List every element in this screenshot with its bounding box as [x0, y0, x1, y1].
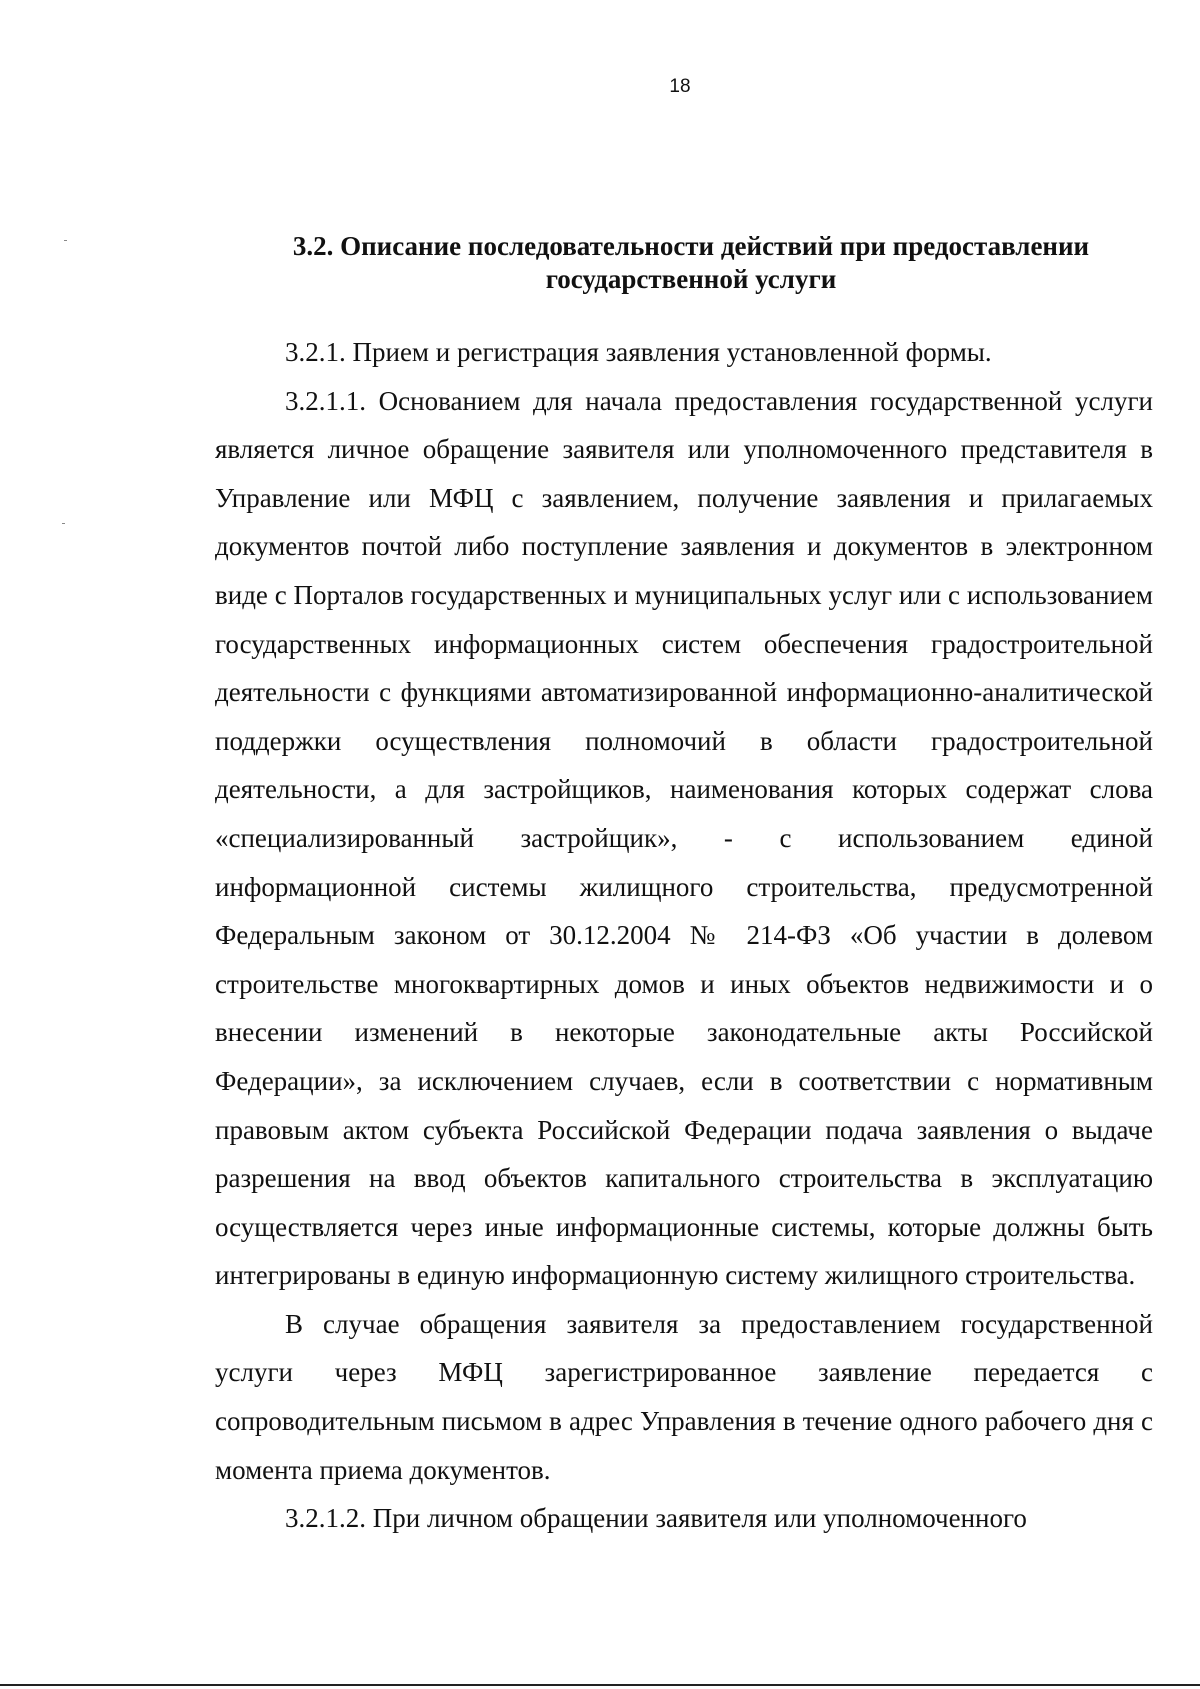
section-heading — [215, 230, 1167, 296]
paragraph-3-2-1: 3.2.1. Прием и регистрация заявления установленной формы. — [285, 337, 992, 367]
paragraph-mfc-transfer: В случае обращения заявителя за предоставлением государственной услуги через МФЦ зарегистрированное заявление передается с сопроводительным письмом в адрес Управления в течение одного рабочего дня с момента приема документов. — [215, 1308, 1153, 1485]
bottom-edge-line — [0, 1684, 1200, 1686]
paragraph-3-2-1-1: 3.2.1.1. Основанием для начала предоставления государственной услуги является личное обращение заявителя или уполномоченного представителя в Управление или МФЦ с заявлением, получение заявления и прилагаемых документов почтой либо поступление заявления и документов в электронном виде с Порталов государственных и муниципальных услуг или с использованием государственных информационных систем обеспечения градостроительной деятельности с функциями автоматизированной информационно-аналитической поддержки осуществления полномочий в области градостроительной деятельности, а для застройщиков, наименования которых содержат слова «специализированный застройщик», - с использованием единой информационной системы жилищного строительства, предусмотренной Федеральным законом от 30.12.2004 № 214-ФЗ «Об участии в долевом строительстве многоквартирных домов и иных объектов недвижимости и о внесении изменений в некоторые законодательные акты Российской Федерации», за исключением случаев, если в соответствии с нормативным правовым актом субъекта Российской Федерации подача заявления о выдаче разрешения на ввод объектов капитального строительства в эксплуатацию осуществляется через иные информационные системы, которые должны быть интегрированы в единую информационную систему жилищного строительства. — [215, 385, 1153, 1291]
paragraph-3-2-1-2: 3.2.1.2. При личном обращении заявителя или уполномоченного — [285, 1503, 1027, 1534]
section-heading-line-2: государственной услуги — [545, 264, 837, 294]
scan-speck — [64, 240, 67, 241]
section-heading-line-1: 3.2. Описание последовательности действий при предоставлении — [292, 231, 1090, 261]
scan-speck — [62, 523, 65, 524]
body-text — [215, 328, 1153, 1543]
page-number: 18 — [669, 76, 691, 97]
